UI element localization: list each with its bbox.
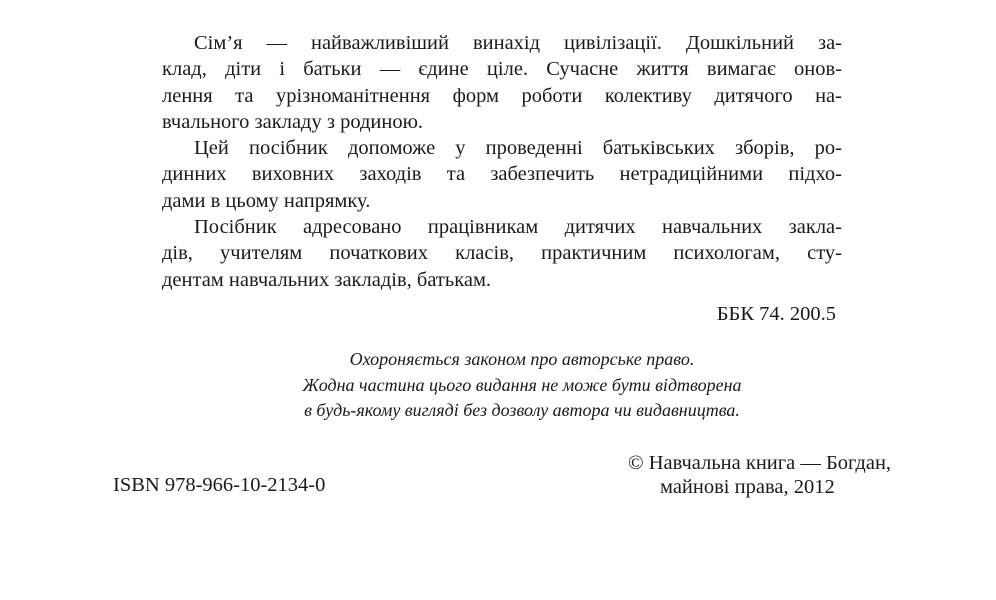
bbk-classification: ББК 74. 200.5 <box>716 303 836 325</box>
copyright-notice <box>0 347 996 424</box>
abstract-line: дами в цьому напрямку. <box>162 189 371 212</box>
abstract-line: лення та урізноманітнення форм роботи колективу дитячого на- <box>162 84 842 107</box>
book-abstract <box>162 30 842 293</box>
copyright-notice-line: в будь-якому вигляді без дозволу автора чи видавництва. <box>304 400 740 420</box>
abstract-line: Посібник адресовано працівникам дитячих навчальних закла- <box>194 216 842 239</box>
abstract-line: клад, діти і батьки — єдине ціле. Сучасне життя вимагає онов- <box>162 58 842 81</box>
copyright-notice-line: Охороняється законом про авторське право. <box>349 349 695 369</box>
publisher-rights-line: майнові права, 2012 <box>660 476 835 498</box>
isbn: ISBN 978-966-10-2134-0 <box>113 474 326 496</box>
abstract-line: динних виховних заходів та забезпечить нетрадиційними підхо- <box>162 163 842 186</box>
abstract-line: Сім’я — найважливіший винахід цивілізації. Дошкільний за- <box>194 32 842 54</box>
publisher-rights <box>628 451 891 499</box>
abstract-line: вчального закладу з родиною. <box>162 110 424 133</box>
abstract-line: дів, учителям початкових класів, практичним психологам, сту- <box>162 242 842 265</box>
publisher-rights-line: © Навчальна книга — Богдан, <box>628 452 892 474</box>
copyright-notice-line: Жодна частина цього видання не може бути відтворена <box>302 374 742 395</box>
abstract-line: Цей посібник допоможе у проведенні батьківських зборів, ро- <box>194 137 842 160</box>
abstract-line: дентам навчальних закладів, батькам. <box>162 268 492 291</box>
